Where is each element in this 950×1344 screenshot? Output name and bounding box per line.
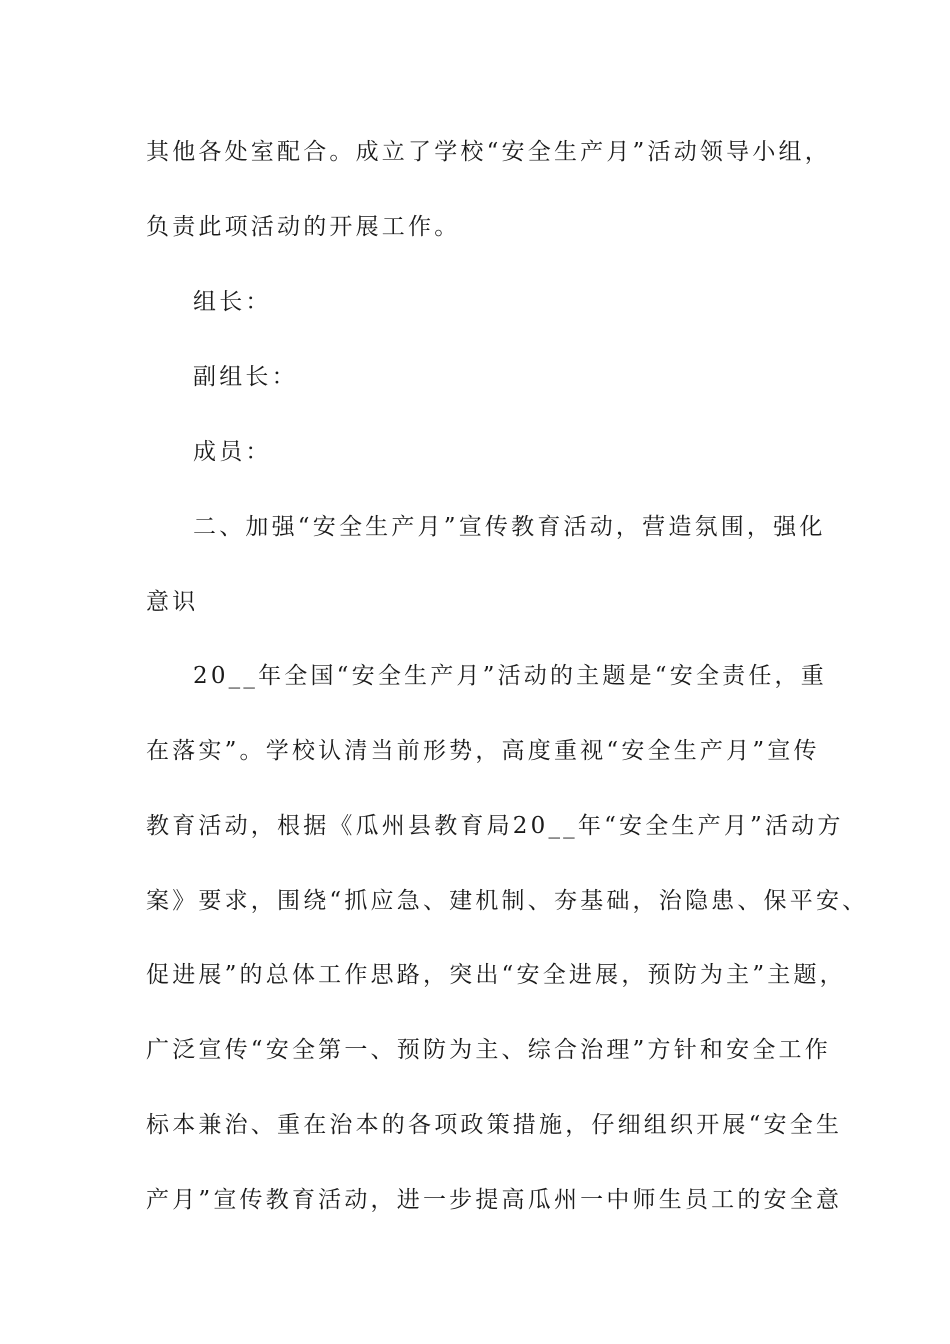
text-line: 产月”宣传教育活动，进一步提高瓜州一中师生员工的安全意 [146, 1187, 843, 1213]
text-line: 副组长： [193, 364, 298, 390]
section-heading: 二、加强“安全生产月”宣传教育活动，营造氛围，强化 [193, 514, 826, 540]
text-line: 促进展”的总体工作思路，突出“安全进展，预防为主”主题， [146, 962, 846, 988]
text-line: 标本兼治、重在治本的各项政策措施，仔细组织开展“安全生 [146, 1112, 843, 1138]
text-line: 成员： [193, 439, 272, 465]
text-line: 在落实”。学校认清当前形势，高度重视“安全生产月”宣传 [146, 738, 820, 764]
text-line: 案》要求，围绕“抓应急、建机制、夯基础，治隐患、保平安、 [146, 888, 869, 914]
text-line: 20__年全国“安全生产月”活动的主题是“安全责任，重 [193, 663, 827, 689]
text-line: 负责此项活动的开展工作。 [146, 214, 461, 240]
text-line: 广泛宣传“安全第一、预防为主、综合治理”方针和安全工作 [146, 1037, 831, 1063]
section-heading-continued: 意识 [146, 589, 199, 615]
text-line: 组长： [193, 289, 272, 315]
text-line: 教育活动，根据《瓜州县教育局20__年“安全生产月”活动方 [146, 813, 844, 839]
text-line: 其他各处室配合。成立了学校“安全生产月”活动领导小组， [146, 139, 831, 165]
